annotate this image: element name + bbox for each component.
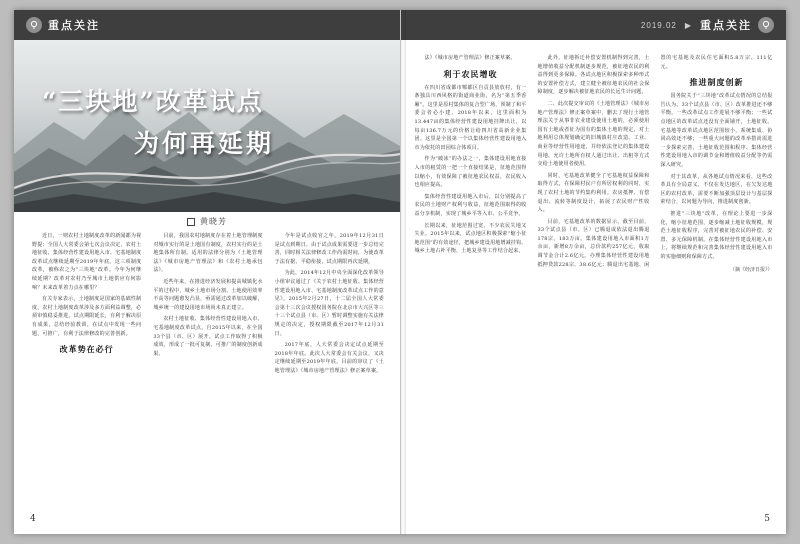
left-header-inner [14, 10, 400, 40]
issue-date: 2019.02 [640, 20, 677, 30]
right-header-inner [401, 10, 787, 40]
byline [14, 216, 400, 227]
hero-title-line2: 为何再延期 [134, 129, 275, 158]
right-page [401, 10, 787, 534]
magazine-spread [14, 10, 786, 534]
paragraph: 同时，宅基地改革健全了宅基地权益保障和取得方式，在保障村民户有所居权利的同时，实现了农村土地的节约集约利用。农房抵押、有偿退出、流转等制度设计，拓展了农民财产性收入。 [537, 172, 650, 214]
paragraph: 近日，一则农村土地制度改革的新闻都为视野提：全国人大常委会第七次会议决定，农村土地征收、集体经营性建设用地入市、宅基地制度改革试点继续延期至2019年年底。这三项制度改革，被称农之为“三块地”改革。今年为何继续延期？改革对农村乃至城市土地供应有何影响？未来改革着力点在哪里？ [32, 233, 142, 291]
paragraph: 2017年底，人大常委会决定试点延期至2018年年底。此次人大常委会有关会议，又决定继续延期至2019年年底。目前的审议了《土地管理法》《城市房地产管理法》修正案草案。 [274, 342, 384, 374]
section-heading: 利于农民增收 [443, 68, 498, 79]
paragraph: 对于其改革，从各地试点情况来看，这些改革具有全局意义，不仅在发达地区，在欠发达地区的农村改革，需要不断加强顶层设计与基层探索结合，以问题为导向，推进制度创新。 [660, 173, 773, 206]
page-number-left: 4 [30, 514, 36, 524]
paragraph: 国务院关于“三块地”改革试点情况的总结报告认为，33个试点县（市、区）改革推进还不够平衡。一些改革试点工作进展不够平衡；一些试点地区的改革试点还没有全面铺开，土地征收、宅基地等改革试点地区范围较小，系统集成、协同高效还不够；一些重大问题的改革举措尚需进一步探索完善，土地征收范围和程序、集体经营性建设用地入市的调节金和增值收益分配等仍需深入研究。 [660, 93, 773, 168]
paragraph: 近些年来，在推进经济发展和提高城镇化水平的过程中，城乡土地市场分割、土地使用效率不高等问题愈发凸显，亟需通过改革加以破解，城乡统一的建设用地市场尚未真正建立。 [153, 278, 263, 311]
pin-icon [26, 17, 42, 33]
paragraph: 为此，2014年12月中央全面深化改革领导小组审议通过了《关于农村土地征收、集体经营性建设用地入市、宅基地制度改革试点工作的意见》。2015年2月27日，十二届全国人大常委会第十三次会议授权国务院在北京市大兴区等三十三个试点县（市、区）暂时调整实施有关法律规定的决定，授权期限截至2017年12月31日。 [274, 270, 384, 337]
left-page-header [14, 10, 400, 40]
paragraph: 目前，宅基地改革的数据显示，截至目前，33个试点县（市、区）已腾退或依法退出腾退178宗，183万亩。集体建设用地入市面积1万余亩，新增8万余亩，总价款约257亿元，收取调节金合计2.6亿元。办理集体经营性建设用地抵押贷款228宗、38.6亿元；腾退出宅基地、闲置的宅基地及农民住宅面积5.8万宗、111亿元。 [537, 55, 773, 268]
source-signature: （摘《经济日报》） [729, 267, 773, 274]
right-header-title: 重点关注 [700, 20, 752, 32]
pin-icon [758, 17, 774, 33]
paragraph: 作为“破冰”的办法之一，集体建设用地直接入市的租赁的一把一个直接结果是，征地范围得以缩小，有效保障了被征地农民权益，农民收入也相应提高。 [414, 156, 527, 189]
paragraph: 推进“三块地”改革，在理论上要进一步深化，缩小征地范围，逐步缩减土地征收规模，规范土地征收程序，完善对被征地农民的补偿、安置、多元保障机制。在集体经营性建设用地入市上，将继续规范和完善集体经营性建设用地入市的实施细则和保障方式。 [660, 210, 773, 260]
paragraph: 二、此次提交审议的《土地管理法》《城市房地产管理法》修正案草案中，删去了现行土地管理法关于从事非农业建设使用土地的，必须使用国有土地或者征为国有的集体土地的规定，对土地利用总体规划确定的旧城镇村庄改造、工业、商业等经营性用地途，并经依法登记的集体建设用地，允许土地所有权人通过出让、出租等方式交给土地使用者使用。 [537, 100, 650, 168]
hero-image [14, 40, 400, 212]
paragraph: 今年是试点收官之年，2019年12月31日是试点到期日。由于试点成果需要进一步总结完善，同时相关法律修改工作尚需时间，为使改革于法有据、平稳衔接，试点期限再次延期。 [274, 233, 384, 265]
paragraph: 长期以来，征地范围过宽，不少农民失地又失业。2015年以来，试点地区积极探索“缩小征地范围”的有效途径，把城乡建设用地增减挂钩、城乡土地占补平衡、土地复垦等工作结合起来。 [414, 222, 527, 255]
paragraph: 农村土地征收、集体经营性建设用地入市、宅基地制度改革试点，自2015年以来，在全国33个县（市、区）展开。试点工作取得了积极成效，形成了一批可复制、可推广的制度创新成果。 [153, 316, 263, 357]
page-number-right: 5 [764, 514, 770, 524]
paragraph: 目前，我国农村地制度存在着土地管理制度对城市实行的是土地国有制度，农村实行的是土地集体所有制。适用的法律分别为《土地管理法》《城市房地产管理法》和《农村土地承包法》。 [153, 233, 263, 274]
byline-marker-icon [187, 218, 195, 226]
left-header-title: 重点关注 [48, 20, 100, 32]
section-heading: 推进制度创新 [689, 77, 744, 88]
hero-title-line1: “三块地”改革试点 [42, 87, 264, 116]
paragraph: 法》《城市房地产管理法》修正案草案。 [424, 55, 516, 61]
chevron-right-icon: ▶ [684, 20, 692, 30]
right-page-header [401, 10, 787, 40]
right-page-columns [415, 54, 773, 500]
paragraph: 此外，征地拆迁补偿安置机制得到完善，土地增值收益分配机制逐步规范，被征地农民的利益得到更多保障。各试点地区积极探索多种形式的安置补偿方式，建立健全被征地农民的社会保障制度，逐步解决被征地农民的长远生计问题。 [537, 55, 650, 96]
page-gutter [400, 10, 406, 534]
section-heading: 改革势在必行 [59, 344, 114, 355]
paragraph: 在四川省成都市郫都区自贡县放放村，有一条独具川西风格的街道商业街，名为“第五季香厢”。这里是原村集体的复合型广场，预制了和平委会者必小建。2018年以来，这里面积为13.447亩的集体经营性建设用地挂牌出让，以每亩136.7万元的价格让给四川省高新企业集团。这里是全国第一个以集体经营性建设用地入市为依托的田园综合体项目。 [414, 84, 527, 151]
paragraph: 有关专家表示，土地制度是国家的基础性制度，农村土地制度改革涉及多方面利益调整，必须审慎稳妥推进。试点期限延长，有利于解决原有成果，总结经验教训。在试点中发现一些问题，可推广，有利于法律修改的完善创新。 [32, 296, 142, 337]
byline-author: 黄晓芳 [200, 217, 227, 226]
left-page-columns [32, 232, 384, 500]
paragraph: 集体经营性建设用地入市后，以分别提高了农民的土地财产权利与收益，征地范围取得的收益分享机制，实现了城乡平等入市、公平竞争。 [414, 193, 527, 217]
left-page [14, 10, 401, 534]
